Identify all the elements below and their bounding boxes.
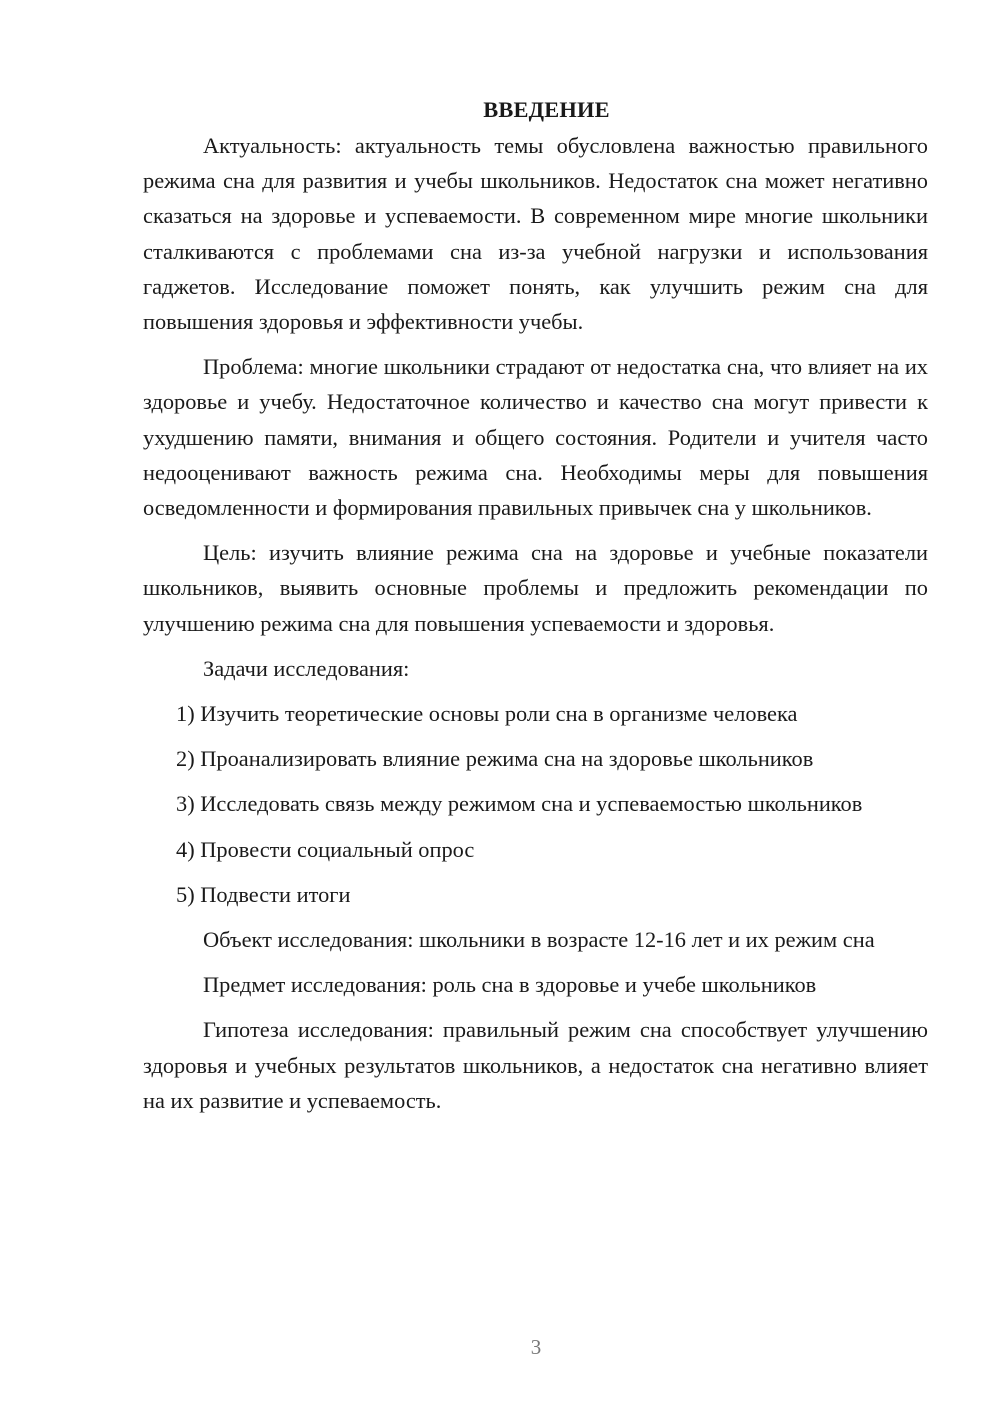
task-item: 3) Исследовать связь между режимом сна и успеваемостью школьников bbox=[176, 791, 863, 817]
page-title: ВВЕДЕНИЕ bbox=[483, 97, 610, 122]
task-item: 2) Проанализировать влияние режима сна на здоровье школьников bbox=[176, 746, 814, 772]
tasks-heading: Задачи исследования: bbox=[203, 655, 410, 681]
paragraph-goal: Цель: изучить влияние режима сна на здоровье и учебные показатели школьников, выявить основные проблемы и предложить рекомендации по улучшению режима сна для повышения успеваемости и здоровья. bbox=[143, 540, 928, 636]
paragraph-hypothesis: Гипотеза исследования: правильный режим сна способствует улучшению здоровья и учебных результатов школьников, а недостаток сна негативно влияет на их развитие и успеваемость. bbox=[143, 1017, 928, 1113]
task-item: 5) Подвести итоги bbox=[176, 881, 351, 907]
paragraph-relevance: Актуальность: актуальность темы обусловлена важностью правильного режима сна для развития и учебы школьников. Недостаток сна может негативно сказаться на здоровье и успеваемости. В современном мире многие школьники сталкиваются с проблемами сна из-за учебной нагрузки и использования гаджетов. Исследование поможет понять, как улучшить режим сна для повышения здоровья и эффективности учебы. bbox=[143, 133, 928, 335]
paragraph-subject: Предмет исследования: роль сна в здоровье и учебе школьников bbox=[203, 972, 817, 998]
paragraph-problem: Проблема: многие школьники страдают от недостатка сна, что влияет на их здоровье и учебу. Недостаточное количество и качество сна могут привести к ухудшению памяти, внимания и общего состояния. Родители и учителя часто недооценивают важность режима сна. Необходимы меры для повышения осведомленности и формирования правильных привычек сна у школьников. bbox=[143, 354, 928, 521]
task-item: 1) Изучить теоретические основы роли сна в организме человека bbox=[176, 701, 798, 727]
page-content bbox=[143, 92, 928, 1128]
task-item: 4) Провести социальный опрос bbox=[176, 836, 475, 862]
page-number: 3 bbox=[530, 1335, 542, 1359]
paragraph-object: Объект исследования: школьники в возрасте 12-16 лет и их режим сна bbox=[203, 927, 875, 953]
